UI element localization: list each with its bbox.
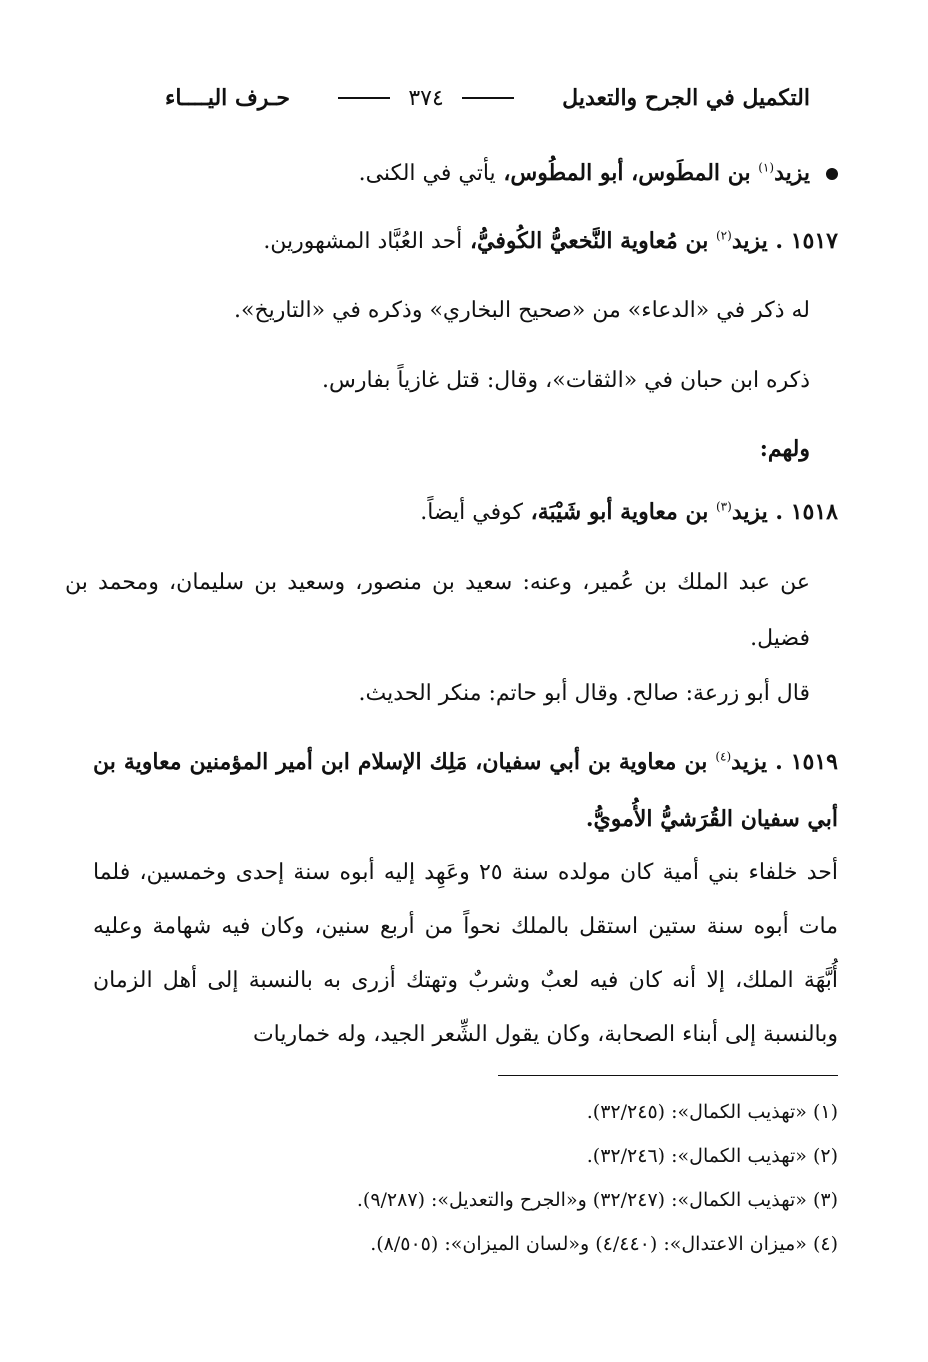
entry-head-rest: بن المطَوس، أبو المطُوس، <box>495 160 759 186</box>
entry-head: يزيد <box>731 499 768 525</box>
entry-head-rest: بن مُعاوية النَّخعيُّ الكُوفيُّ، <box>462 228 716 254</box>
paragraph-1518-grading: قال أبو زرعة: صالح. وقال أبو حاتم: منكر الحديث. <box>358 681 810 706</box>
entry-number: ١٥١٩ . <box>767 749 838 775</box>
entry-body: مَلِك الإسلام ابن أمير المؤمنين معاوية بن أبي سفيان القُرَشيُّ الأُمويُّ. <box>93 749 838 832</box>
entry-head-rest: بن معاوية أبو شَيْبَة، <box>522 499 716 525</box>
paragraph-1518-narrators: عن عبد الملك بن عُمير، وعنه: سعيد بن منصور، وسعيد بن سليمان، ومحمد بن فضيل. <box>65 570 810 651</box>
footnote-2: (٢) «تهذيب الكمال»: (٣٢/٢٤٦). <box>586 1145 838 1167</box>
footnote-3: (٣) «تهذيب الكمال»: (٣٢/٢٤٧) و«الجرح والتعديل»: (٩/٢٨٧). <box>356 1189 838 1211</box>
footnote-separator <box>498 1075 838 1076</box>
entry-1517 <box>93 216 838 267</box>
entry-head: يزيد <box>731 749 768 775</box>
paragraph-1519-biography: أحد خلفاء بني أمية كان مولده سنة ٢٥ وعَهِد إليه أبوه سنة إحدى وخمسين، فلما مات أبوه سنة ستين استقل بالملك نحواً من أربع سنين، وكان فيه شهامة وعليه أُبَّهَة الملك، إلا أنه كان فيه لعبٌ وشربٌ وتهتك أزرى به بالنسبة إلى أهل الزمان وبالنسبة إلى أبناء الصحابة، وكان يقول الشِّعر الجيد، وله خماريات <box>93 860 839 1047</box>
footnote-ref: (٢) <box>715 228 732 243</box>
entry-head: يزيد <box>774 160 810 186</box>
header-dash-left <box>338 97 390 99</box>
bullet-icon <box>826 168 838 180</box>
entry-number: ١٥١٧ . <box>767 228 838 254</box>
footnote-ref: (٣) <box>715 499 732 514</box>
header-page-number: ٣٧٤ <box>408 85 444 111</box>
entry-head-rest: بن معاوية بن أبي سفيان، <box>467 749 716 775</box>
footnote-ref: (٤) <box>715 749 732 764</box>
footnote-1: (١) «تهذيب الكمال»: (٣٢/٢٤٥). <box>586 1101 838 1123</box>
header-section-title: حـرف اليــــاء <box>165 85 290 111</box>
entry-head: يزيد <box>731 228 768 254</box>
entry-body: يأتي في الكنى. <box>358 161 496 186</box>
subheading-and-they: ولهم: <box>759 436 810 462</box>
footnote-ref: (١) <box>758 160 775 175</box>
paragraph-1517-thiqat: ذكره ابن حبان في «الثقات»، وقال: قتل غازياً بفارس. <box>322 368 810 393</box>
entry-body: أحد العُبَّاد المشهورين. <box>263 229 463 254</box>
running-header <box>165 80 810 116</box>
paragraph-1517-dua: له ذكر في «الدعاء» من «صحيح البخاري» وذكره في «التاريخ». <box>234 298 810 323</box>
footnote-4: (٤) «ميزان الاعتدال»: (٤/٤٤٠) و«لسان الميزان»: (٨/٥٠٥). <box>370 1233 838 1255</box>
entry-body: كوفي أيضاً. <box>420 500 523 525</box>
entry-yazid-al-mutus <box>93 148 838 199</box>
entry-1519 <box>93 734 838 848</box>
entry-number: ١٥١٨ . <box>767 499 838 525</box>
footnotes <box>93 1090 838 1266</box>
header-page-number-group <box>338 86 513 111</box>
entry-1518 <box>93 487 838 538</box>
header-dash-right <box>462 97 514 99</box>
header-book-title: التكميل في الجرح والتعديل <box>562 85 810 111</box>
